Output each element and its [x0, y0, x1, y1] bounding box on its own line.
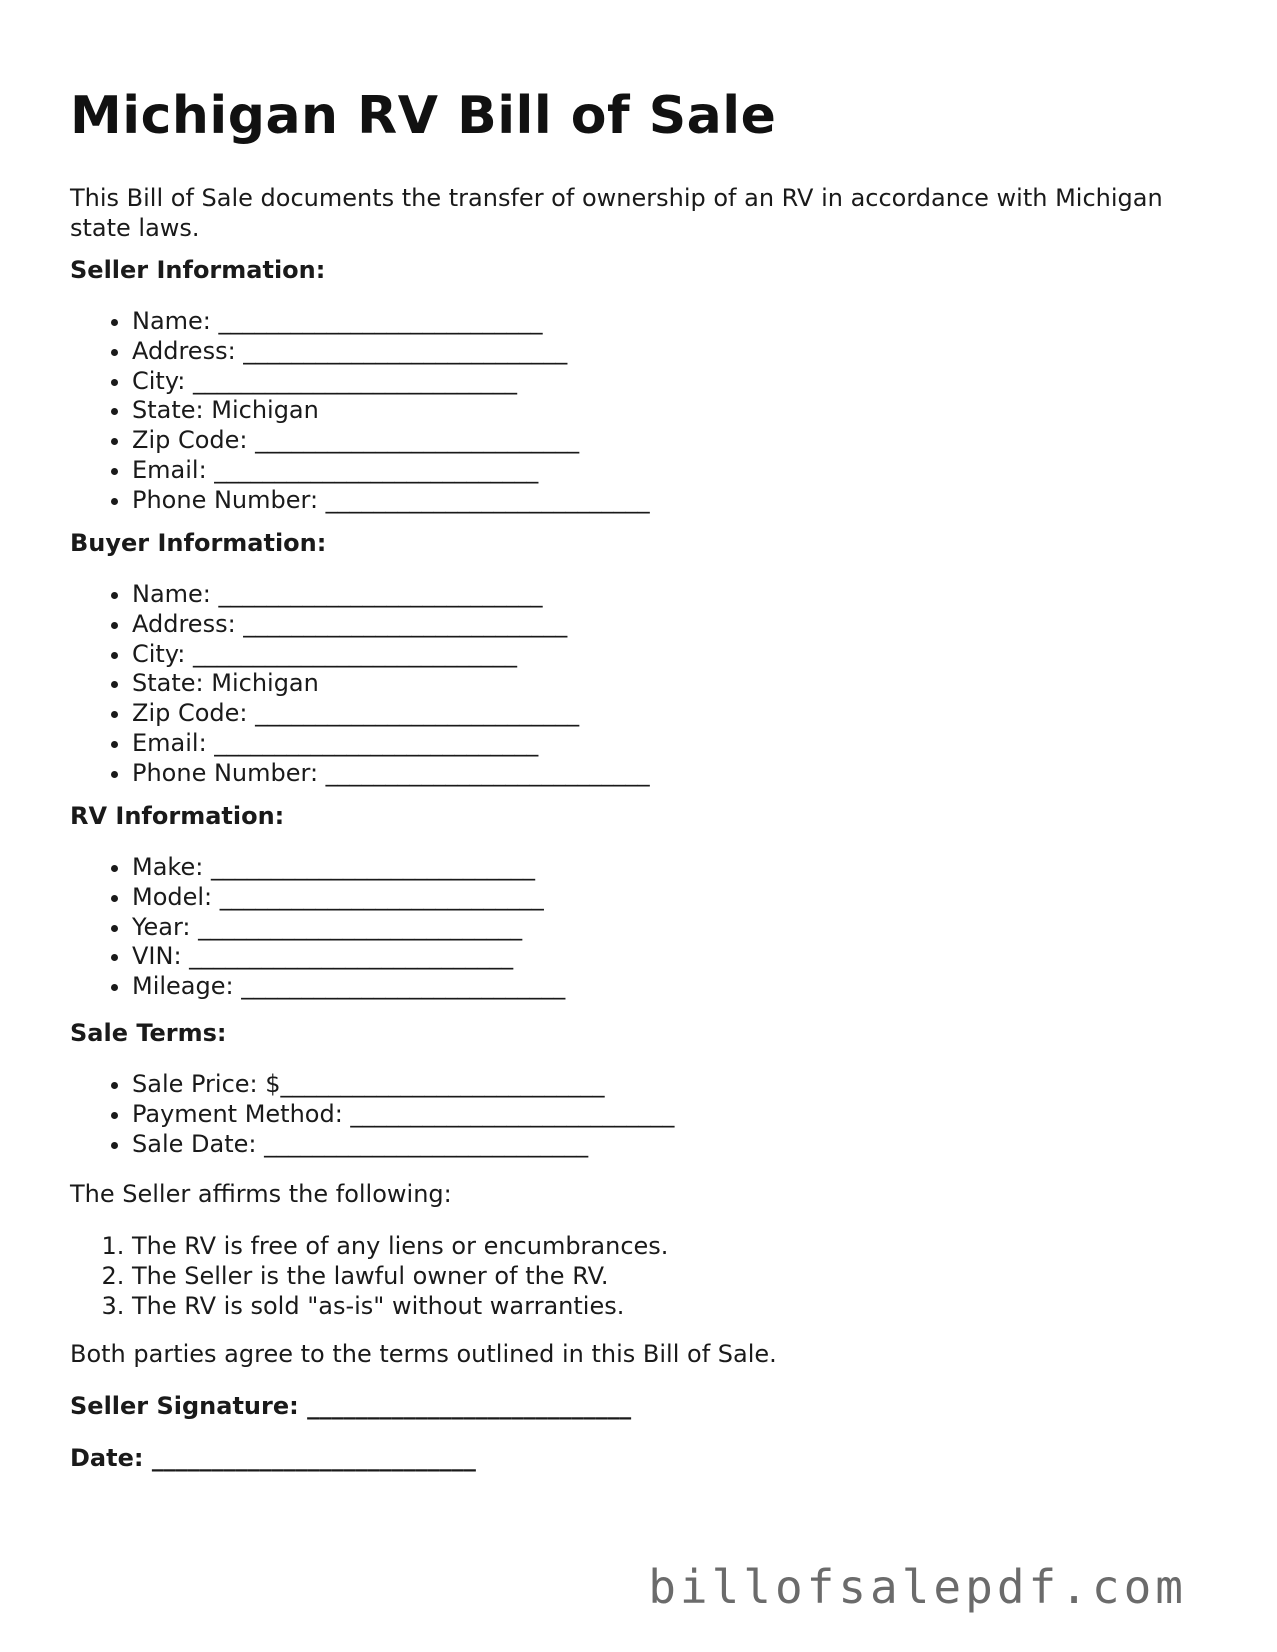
seller-name-field[interactable]: • Name: ___________________________ [132, 307, 650, 337]
rv-make-field[interactable]: • Make: ___________________________ [132, 853, 565, 883]
buyer-zip-field[interactable]: • Zip Code: ___________________________ [132, 699, 650, 729]
affirm-list [70, 1232, 668, 1321]
buyer-heading: Buyer Information: [70, 529, 327, 557]
affirm-item: 3. The RV is sold "as-is" without warranties. [132, 1292, 668, 1322]
signature-date-field[interactable]: Date: ___________________________ [70, 1444, 476, 1472]
buyer-name-field[interactable]: • Name: ___________________________ [132, 580, 650, 610]
rv-fields [70, 853, 565, 1002]
seller-zip-field[interactable]: • Zip Code: ___________________________ [132, 426, 650, 456]
terms-fields [70, 1070, 674, 1159]
seller-heading: Seller Information: [70, 256, 326, 284]
affirm-intro: The Seller affirms the following: [70, 1180, 452, 1208]
sale-date-field[interactable]: • Sale Date: ___________________________ [132, 1130, 674, 1160]
buyer-fields [70, 580, 650, 789]
seller-email-field[interactable]: • Email: ___________________________ [132, 456, 650, 486]
seller-fields [70, 307, 650, 516]
affirm-item: 1. The RV is free of any liens or encumbrances. [132, 1232, 668, 1262]
seller-state-field: • State: Michigan [132, 396, 650, 426]
buyer-address-field[interactable]: • Address: ___________________________ [132, 610, 650, 640]
intro-paragraph: This Bill of Sale documents the transfer of ownership of an RV in accordance with Michigan state laws. [70, 184, 1163, 242]
rv-vin-field[interactable]: • VIN: ___________________________ [132, 942, 565, 972]
buyer-state-field: • State: Michigan [132, 669, 650, 699]
seller-phone-field[interactable]: • Phone Number: ___________________________ [132, 486, 650, 516]
affirm-item: 2. The Seller is the lawful owner of the RV. [132, 1262, 668, 1292]
seller-address-field[interactable]: • Address: ___________________________ [132, 337, 650, 367]
rv-year-field[interactable]: • Year: ___________________________ [132, 913, 565, 943]
seller-signature-field[interactable]: Seller Signature: ___________________________ [70, 1392, 632, 1420]
sale-price-field[interactable]: • Sale Price: $___________________________ [132, 1070, 674, 1100]
buyer-phone-field[interactable]: • Phone Number: ___________________________ [132, 759, 650, 789]
rv-model-field[interactable]: • Model: ___________________________ [132, 883, 565, 913]
rv-heading: RV Information: [70, 802, 285, 830]
seller-city-field[interactable]: • City: ___________________________ [132, 367, 650, 397]
payment-method-field[interactable]: • Payment Method: ___________________________ [132, 1100, 674, 1130]
watermark-text: billofsalepdf.com [648, 1560, 1187, 1614]
agreement-text: Both parties agree to the terms outlined in this Bill of Sale. [70, 1340, 777, 1368]
buyer-email-field[interactable]: • Email: ___________________________ [132, 729, 650, 759]
page-title: Michigan RV Bill of Sale [70, 86, 777, 146]
buyer-city-field[interactable]: • City: ___________________________ [132, 640, 650, 670]
terms-heading: Sale Terms: [70, 1019, 227, 1047]
rv-mileage-field[interactable]: • Mileage: ___________________________ [132, 972, 565, 1002]
